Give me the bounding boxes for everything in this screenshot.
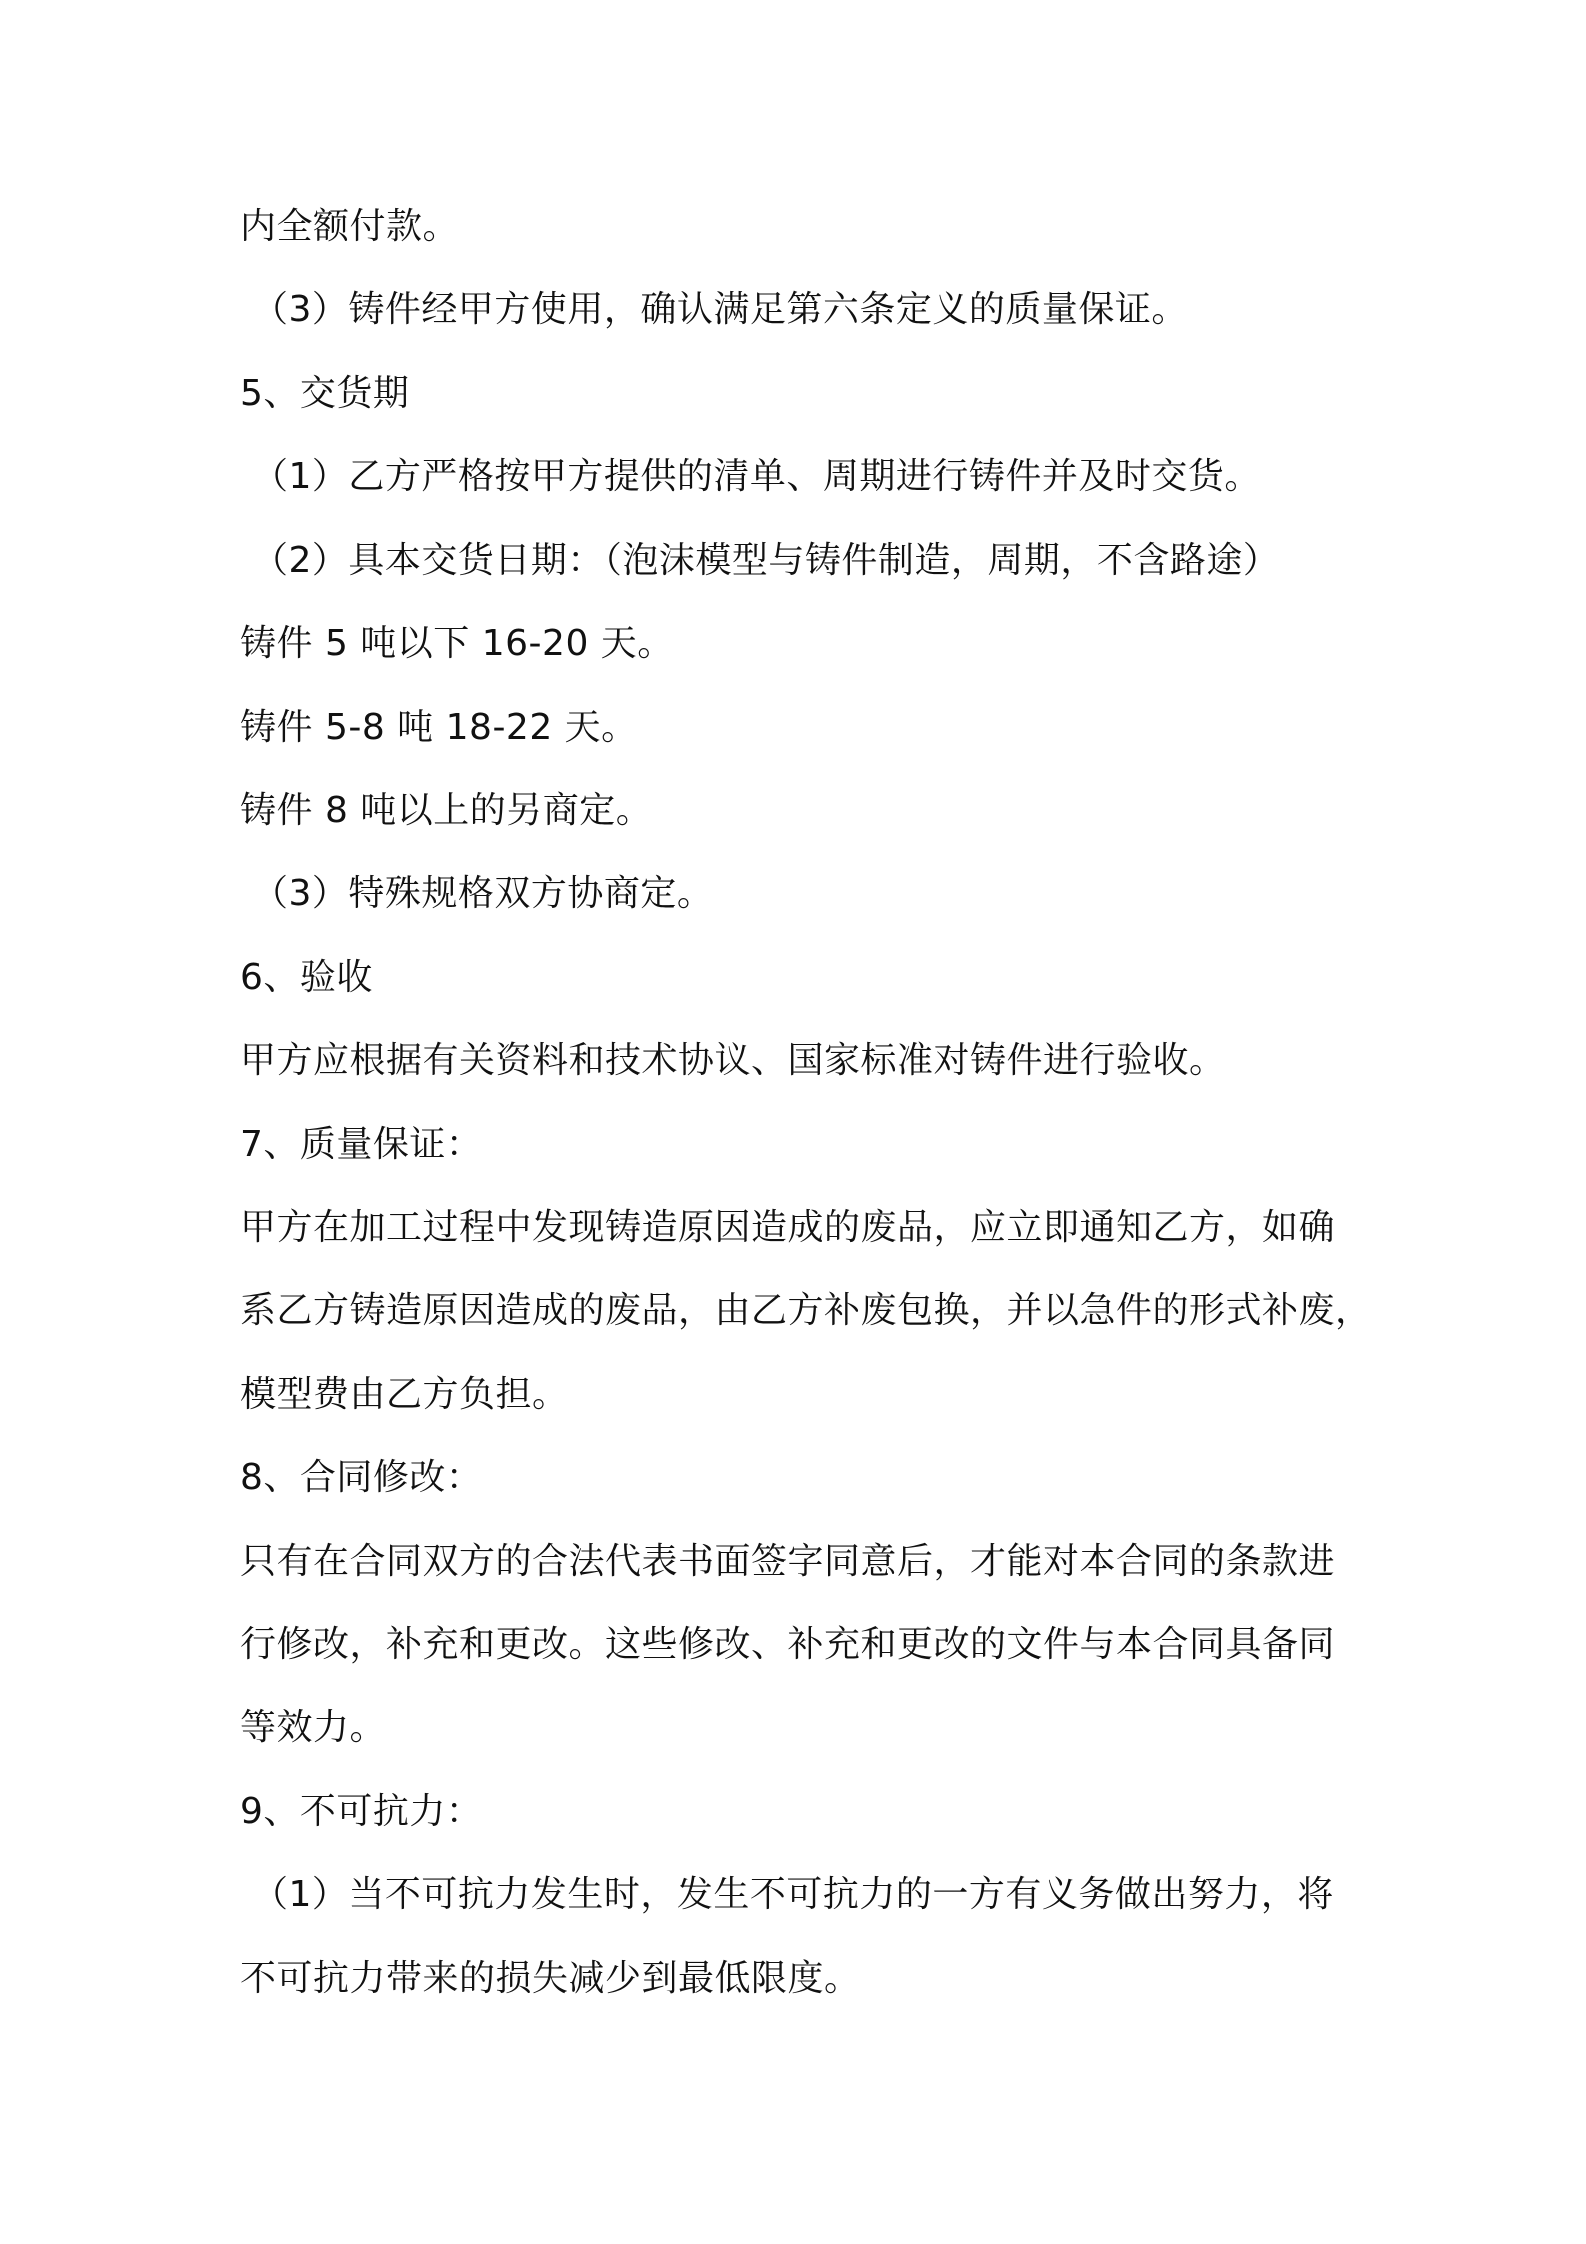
text-line: 铸件 5-8 吨 18-22 天。	[240, 707, 638, 748]
text-line: （3）特殊规格双方协商定。	[252, 873, 714, 914]
text-line: （1）当不可抗力发生时，发生不可抗力的一方有义务做出努力，将	[252, 1874, 1334, 1915]
text-line: 不可抗力带来的损失减少到最低限度。	[240, 1958, 861, 1999]
text-line: 内全额付款。	[240, 206, 460, 247]
text-line: （3）铸件经甲方使用，确认满足第六条定义的质量保证。	[252, 289, 1188, 330]
section-heading: 9、不可抗力：	[240, 1791, 483, 1832]
section-heading: 5、交货期	[240, 373, 410, 414]
text-line: 铸件 5 吨以下 16-20 天。	[240, 623, 674, 664]
section-heading: 6、验收	[240, 957, 373, 998]
text-line: （2）具本交货日期：（泡沫模型与铸件制造，周期，不含路途）	[252, 540, 1280, 581]
text-line: （1）乙方严格按甲方提供的清单、周期进行铸件并及时交货。	[252, 456, 1261, 497]
text-line: 行修改，补充和更改。这些修改、补充和更改的文件与本合同具备同	[240, 1624, 1336, 1665]
section-heading: 8、合同修改：	[240, 1457, 483, 1498]
text-line: 铸件 8 吨以上的另商定。	[240, 790, 653, 831]
text-line: 系乙方铸造原因造成的废品，由乙方补废包换，并以急件的形式补废，	[240, 1290, 1372, 1331]
text-line: 模型费由乙方负担。	[240, 1374, 569, 1415]
text-line: 只有在合同双方的合法代表书面签字同意后，才能对本合同的条款进	[240, 1541, 1336, 1582]
text-line: 等效力。	[240, 1707, 387, 1748]
section-heading: 7、质量保证：	[240, 1124, 483, 1165]
text-line: 甲方在加工过程中发现铸造原因造成的废品，应立即通知乙方，如确	[240, 1207, 1336, 1248]
text-line: 甲方应根据有关资料和技术协议、国家标准对铸件进行验收。	[240, 1040, 1226, 1081]
